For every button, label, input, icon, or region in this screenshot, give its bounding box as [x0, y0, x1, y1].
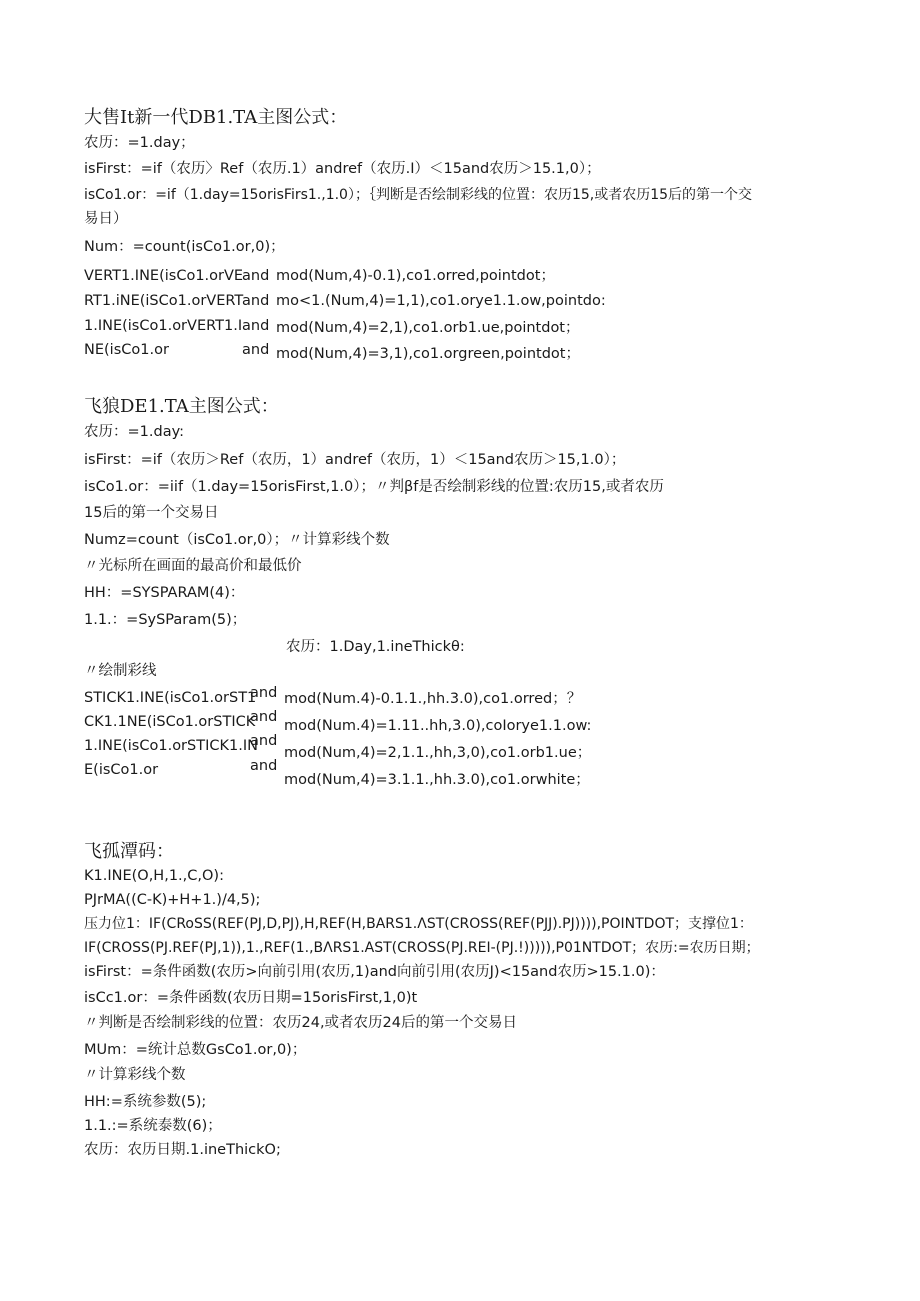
section3-heading: 飞孤潭码： — [84, 841, 174, 862]
code-comment: 〃绘制彩线 — [84, 663, 157, 679]
code-line: 〃判断是否绘制彩线的位置：农历24,或者农历24后的第一个交易日 — [84, 1015, 518, 1031]
code-line: 〃光标所在画面的最高价和最低价 — [84, 558, 302, 574]
code-line: MUm：=统计总数GsCo1.or,0)； — [84, 1042, 307, 1058]
code-line: HH：=SYSPARAM(4)： — [84, 585, 245, 601]
row-rest: mod(Num,4)=3,1),co1.orgreen,pointdot； — [276, 346, 580, 362]
row-code: NE(isCo1.or — [84, 342, 169, 358]
code-line: 农历：=1.day: — [84, 424, 184, 440]
code-line: Num：=count(isCo1.or,0)； — [84, 239, 285, 255]
row-and: and — [242, 342, 270, 358]
section2-heading: 飞狼DE1.TA主图公式： — [84, 396, 279, 417]
code-line: HH:=系统参数(5); — [84, 1094, 207, 1110]
code-line: 15后的第一个交易日 — [84, 505, 219, 521]
row-rest: mod(Num,4)=2,1),co1.orb1.ue,pointdot； — [276, 320, 580, 336]
row-rest: mod(Num.4)=1.11..hh,3.0),coIorye1.1.ow: — [284, 718, 592, 734]
code-line: isCo1.or：=if（1.day=15orisFirs1.,1.0）；｛判断是否绘制彩线的位置：农历15,或者农历15后的第一个交 — [84, 187, 753, 203]
code-line: 易日） — [84, 211, 128, 227]
row-rest: mod(Num,4)-0.1),co1.orred,pointdot； — [276, 268, 555, 284]
code-line: isFirst：=if（农历＞Ref（农历，1）andref（农历，1）＜15and农历＞15,1.0）； — [84, 452, 626, 468]
row-code: E(isCo1.or — [84, 762, 159, 778]
code-line: IF(CROSS(PJ.REF(PJ,1)),1.,REF(1.,BΛRS1.AST(CROSS(PJ.REI-(PJ.!))))),P01NTDOT；农历:=农历日期； — [84, 940, 760, 956]
section1-heading: 大售It新一代DB1.TA主图公式： — [84, 107, 348, 128]
code-line: isFirst：=if（农历〉Ref（农历.1）andref（农历.I）＜15and农历＞15.1,0）； — [84, 161, 601, 177]
code-line: Numz=count（isCo1.or,0）；〃计算彩线个数 — [84, 532, 390, 548]
row-code: VERT1.INE(isCo1.orVE — [84, 268, 244, 284]
row-code: 1.INE(isCo1.orVERT1.I — [84, 318, 243, 334]
code-line: 1.1.：=SySParam(5)； — [84, 612, 247, 628]
row-and: and — [242, 293, 270, 309]
code-line: 1.1.:=系统泰数(6)； — [84, 1118, 222, 1134]
code-line: 农历：农历日期.1.ineThickO; — [84, 1142, 281, 1158]
row-code: STICK1.INE(isCo1.orST1 — [84, 690, 257, 706]
code-line: isFirst：=条件函数(农历>向前引用(农历,1)and向前引用(农历J)<15and农历>15.1.0)： — [84, 964, 665, 980]
row-code: CK1.1NE(iSCo1.orSTICK — [84, 714, 256, 730]
code-line: 压力位1：IF(CRoSS(REF(PJ,D,PJ),H,REF(H,BARS1.ΛST(CROSS(REF(PJJ).PJ)))),POINTDOT；支撑位1： — [84, 916, 753, 932]
code-line: PJrMA((C-K)+H+1.)∕4,5); — [84, 892, 261, 908]
row-and: and — [250, 685, 278, 701]
row-and: and — [250, 733, 278, 749]
row-and: and — [242, 318, 270, 334]
row-code: RT1.iNE(iSCo1.orVERT — [84, 293, 244, 309]
row-and: and — [250, 709, 278, 725]
code-line: isCc1.or：=条件函数(农历日期=15orisFirst,1,0)t — [84, 990, 418, 1006]
code-line: isCo1.or：=iif（1.day=15orisFirst,1.0）；〃判βf是否绘制彩线的位置:农历15,或者农历 — [84, 479, 664, 495]
row-code: 1.INE(isCo1.orSTICK1.IN — [84, 738, 258, 754]
row-and: and — [242, 268, 270, 284]
code-line: K1.INE(O,H,1.,C,O): — [84, 868, 224, 884]
row-rest: mo<1.(Num,4)=1,1),co1.orye1.1.ow,pointdo: — [276, 293, 606, 309]
row-rest: mod(Num,4)=2,1.1.,hh,3,0),co1.orb1.ue； — [284, 745, 592, 761]
row-rest: mod(Num,4)=3.1.1.,hh.3.0),co1.orwhite； — [284, 772, 590, 788]
code-line-indented: 农历：1.Day,1.ineThickθ: — [286, 639, 465, 655]
code-line: 农历：=1.day； — [84, 135, 195, 151]
code-comment: 〃计算彩线个数 — [84, 1067, 186, 1083]
row-rest: mod(Num.4)-0.1.1.,hh.3.0),co1.orred；？ — [284, 691, 582, 707]
row-and: and — [250, 758, 278, 774]
